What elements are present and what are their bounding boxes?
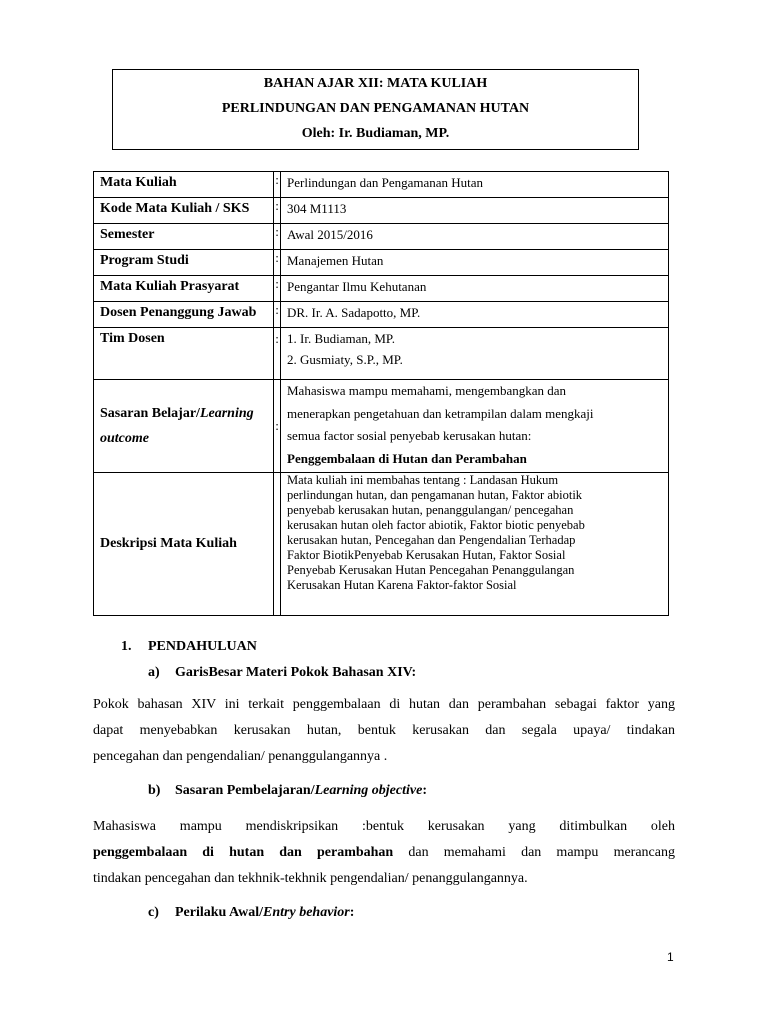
paragraph-line: pencegahan dan pengendalian/ penanggulangannya .	[93, 749, 388, 764]
table-row	[94, 302, 669, 328]
subsection-letter: c)	[148, 905, 159, 920]
paragraph-line: tindakan pencegahan dan tekhnik-tekhnik pengendalian/ penanggulangannya.	[93, 871, 528, 886]
table-row-sasaran	[94, 380, 669, 473]
row-value: 304 M1113	[281, 198, 669, 224]
row-label: Kode Mata Kuliah / SKS	[94, 198, 274, 224]
table-row	[94, 198, 669, 224]
document-title-box	[112, 69, 639, 150]
tim-dosen-list	[281, 328, 669, 380]
section-number: 1.	[121, 639, 132, 654]
row-label: Tim Dosen	[94, 328, 274, 380]
subsection-heading-a	[148, 665, 416, 681]
paragraph-bold-phrase: penggembalaan di hutan dan perambahan	[93, 845, 394, 860]
tim-dosen-member: 2. Gusmiaty, S.P., MP.	[287, 352, 403, 367]
paragraph-line: Pokok bahasan XIV ini terkait penggembalaan di hutan dan perambahan sebagai faktor yang	[93, 697, 675, 712]
subsection-title: GarisBesar Materi Pokok Bahasan XIV:	[175, 665, 417, 680]
row-separator: :	[274, 380, 281, 473]
row-separator: :	[274, 224, 281, 250]
row-value: DR. Ir. A. Sadapotto, MP.	[281, 302, 669, 328]
row-separator-empty	[274, 473, 281, 616]
sasaran-line: Mahasiswa mampu memahami, mengembangkan dan	[287, 383, 567, 398]
row-value: Awal 2015/2016	[281, 224, 669, 250]
sasaran-line-bold: Penggembalaan di Hutan dan Perambahan	[287, 450, 527, 466]
sasaran-line: semua factor sosial penyebab kerusakan hutan:	[287, 428, 532, 443]
subsection-letter: b)	[148, 783, 161, 798]
deskripsi-line: Penyebab Kerusakan Hutan Pencegahan Penanggulangan	[287, 563, 575, 577]
paragraph-line: Mahasiswa mampu mendiskripsikan :bentuk kerusakan yang ditimbulkan oleh	[93, 819, 675, 834]
deskripsi-line: kerusakan hutan oleh factor abiotik, Faktor biotic penyebab	[287, 518, 585, 532]
sasaran-label-italic-2: outcome	[100, 431, 149, 446]
subsection-title-plain: Perilaku Awal/	[175, 905, 264, 920]
course-info-table	[93, 171, 669, 616]
sasaran-line: menerapkan pengetahuan dan ketrampilan dalam mengkaji	[287, 405, 594, 421]
deskripsi-line: Mata kuliah ini membahas tentang : Landasan Hukum	[287, 473, 559, 487]
title-line-3-author: Oleh: Ir. Budiaman, MP.	[301, 126, 450, 141]
deskripsi-line: Faktor BiotikPenyebab Kerusakan Hutan, Faktor Sosial	[287, 548, 566, 562]
table-row	[94, 224, 669, 250]
row-label: Semester	[94, 224, 274, 250]
row-label: Mata Kuliah	[94, 172, 274, 198]
table-row-tim-dosen	[94, 328, 669, 380]
row-separator: :	[274, 198, 281, 224]
row-label: Deskripsi Mata Kuliah	[94, 473, 274, 616]
subsection-letter: a)	[148, 665, 160, 680]
sasaran-label-plain: Sasaran Belajar/	[100, 406, 200, 421]
subsection-heading-c	[148, 905, 354, 921]
deskripsi-line: perlindungan hutan, dan pengamanan hutan, Faktor abiotik	[287, 488, 583, 502]
paragraph-a	[93, 692, 675, 770]
paragraph-b	[93, 814, 675, 892]
section-heading-pendahuluan	[121, 639, 257, 655]
deskripsi-line: Kerusakan Hutan Karena Faktor-faktor Sosial	[287, 578, 517, 592]
row-separator: :	[274, 172, 281, 198]
row-label: Mata Kuliah Prasyarat	[94, 276, 274, 302]
tim-dosen-member: 1. Ir. Budiaman, MP.	[287, 331, 395, 346]
row-separator: :	[274, 250, 281, 276]
subsection-title-italic: Entry behavior	[263, 905, 350, 920]
table-row	[94, 276, 669, 302]
page-number: 1	[667, 950, 674, 964]
subsection-title-colon: :	[422, 783, 427, 798]
subsection-title-italic: Learning objective	[314, 783, 423, 798]
deskripsi-value	[281, 473, 669, 616]
deskripsi-line: kerusakan hutan, Pencegahan dan Pengendalian Terhadap	[287, 533, 576, 547]
subsection-heading-b	[148, 783, 427, 799]
row-label: Program Studi	[94, 250, 274, 276]
row-separator: :	[274, 302, 281, 328]
row-label-sasaran	[94, 380, 274, 473]
sasaran-label-italic: Learning	[199, 406, 254, 421]
table-row	[94, 250, 669, 276]
row-value: Pengantar Ilmu Kehutanan	[281, 276, 669, 302]
table-row	[94, 172, 669, 198]
row-label: Dosen Penanggung Jawab	[94, 302, 274, 328]
paragraph-line: dapat menyebabkan kerusakan hutan, bentuk kerusakan dan segala upaya/ tindakan	[93, 723, 675, 738]
row-separator: :	[274, 328, 281, 380]
subsection-title-colon: :	[349, 905, 355, 920]
row-separator: :	[274, 276, 281, 302]
title-line-2: PERLINDUNGAN DAN PENGAMANAN HUTAN	[221, 101, 530, 116]
table-row-deskripsi	[94, 473, 669, 616]
paragraph-line-rest: dan memahami dan mampu merancang	[393, 845, 675, 860]
section-title: PENDAHULUAN	[148, 639, 257, 654]
row-value: Manajemen Hutan	[281, 250, 669, 276]
sasaran-value	[281, 380, 669, 473]
title-line-1: BAHAN AJAR XII: MATA KULIAH	[263, 76, 488, 91]
subsection-title-plain: Sasaran Pembelajaran/	[175, 783, 315, 798]
paragraph-line-mixed	[93, 840, 675, 866]
row-value: Perlindungan dan Pengamanan Hutan	[281, 172, 669, 198]
deskripsi-line: penyebab kerusakan hutan, penanggulangan/ pencegahan	[287, 503, 574, 517]
